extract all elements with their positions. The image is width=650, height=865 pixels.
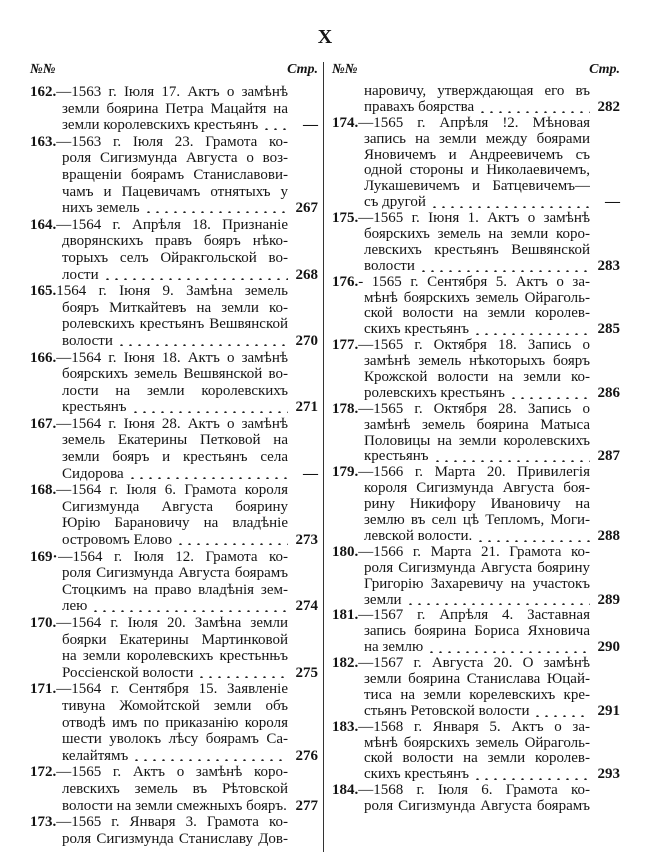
page-number: 289 — [597, 591, 620, 608]
entry-line — [332, 481, 620, 497]
entry-line — [332, 195, 620, 211]
entry-text: земли — [364, 591, 402, 608]
entry-line — [30, 814, 318, 831]
entry-number: 172. — [30, 764, 57, 781]
page-number: 286 — [597, 384, 620, 401]
toc-entry — [30, 350, 318, 416]
column-header — [30, 62, 318, 84]
dot-leader — [197, 676, 288, 678]
page-number: 275 — [295, 664, 318, 681]
toc-entry — [332, 656, 620, 720]
entry-line — [30, 217, 318, 234]
entry-text: роля Сигизмунда Станиславу Дов- — [62, 830, 288, 847]
entry-text: —1563 г. Іюля 23. Грамота ко- — [56, 133, 288, 150]
entry-text: запись боярина Бориса Яхновича — [364, 624, 590, 640]
entry-line — [332, 100, 620, 116]
toc-entry — [332, 402, 620, 466]
entry-text: торыхъ селъ Ойракгольской во- — [62, 249, 288, 266]
number-column-label: №№ — [332, 62, 358, 77]
entry-text: короля Сигизмунда Августа боя- — [364, 481, 590, 497]
entry-line — [332, 163, 620, 179]
entry-line — [30, 167, 318, 184]
page-title: X — [317, 26, 333, 48]
toc-column-left — [30, 62, 318, 847]
toc-entry — [332, 783, 620, 815]
entry-text: боярскихъ земель на земли коро- — [364, 227, 590, 243]
dot-leader — [473, 778, 590, 780]
entry-number: 166. — [30, 349, 57, 366]
entry-number: 165. — [30, 283, 57, 300]
entry-line — [30, 449, 318, 466]
entry-text: ролевскихъ крестьянъ Вешвянской — [62, 316, 288, 333]
dot-leader — [509, 397, 590, 399]
dot-leader — [476, 540, 590, 542]
entry-text: Григорію Захаревичу на участокъ — [364, 576, 590, 592]
entry-line — [332, 640, 620, 656]
page-number: 285 — [597, 321, 620, 338]
entry-line — [332, 338, 620, 354]
entry-text: Сигизмунда Августа боярину — [62, 498, 288, 515]
toc-entry — [332, 116, 620, 211]
entry-number: 169· — [30, 548, 58, 565]
entry-text: земель Екатерины Петковой на — [62, 432, 288, 449]
dot-leader — [117, 344, 288, 346]
entry-text: —1564 г. Іюля 12. Грамота ко- — [57, 548, 288, 565]
entry-line — [30, 698, 318, 715]
entry-line — [332, 656, 620, 672]
entry-text: —1565 г. Октября 28. Запись о — [358, 401, 590, 417]
entry-line — [332, 751, 620, 767]
entry-line — [30, 432, 318, 449]
entry-line — [30, 499, 318, 516]
entry-text: 1564 г. Іюня 9. Замѣна земель — [56, 283, 288, 300]
toc-entry — [30, 416, 318, 482]
entry-text: земли боярина Станислава Юцай- — [364, 671, 590, 687]
entry-number: 180. — [332, 543, 359, 560]
toc-entry — [332, 84, 620, 116]
toc-entry — [30, 814, 318, 847]
entry-text: —1565 г. Октября 18. Запись о — [358, 338, 590, 354]
entry-line — [30, 200, 318, 217]
entry-line — [30, 316, 318, 333]
entry-number: 173. — [30, 814, 57, 831]
entry-line — [332, 767, 620, 783]
entry-text: чамъ и Пацевичамъ отнятыхъ у — [62, 183, 288, 200]
entry-line — [30, 350, 318, 367]
entry-number: 178. — [332, 400, 359, 417]
column-header — [332, 62, 620, 84]
dot-leader — [91, 610, 288, 612]
entry-text: боярки Екатерины Мартинковой — [62, 631, 288, 648]
entry-line — [332, 402, 620, 418]
entry-line — [332, 593, 620, 609]
entry-line — [30, 532, 318, 549]
entry-line — [30, 267, 318, 284]
entry-line — [30, 781, 318, 798]
entry-line — [332, 386, 620, 402]
entry-text: Стоцкимъ на право владѣнія зем- — [62, 581, 288, 598]
entry-number: 175. — [332, 210, 359, 227]
entry-number: 170. — [30, 615, 57, 631]
toc-entry — [30, 134, 318, 217]
page-number: — — [303, 117, 318, 134]
entry-text: —1568 г. Января 5. Актъ о за- — [358, 719, 590, 735]
dot-leader — [144, 211, 288, 213]
number-column-label: №№ — [30, 62, 56, 77]
entry-text: —1565 г. Актъ о замѣнѣ коро- — [56, 764, 288, 781]
entry-text: шести уволокъ лѣсу боярамъ Са- — [62, 731, 288, 748]
entry-line — [332, 497, 620, 513]
entry-text: тивуна Жомойтской земли объ — [62, 697, 288, 714]
entry-text: мѣнѣ боярскихъ земель Ойраголь- — [364, 735, 590, 751]
entry-number: 176. — [332, 273, 359, 290]
entry-text: правахъ боярства — [364, 98, 475, 115]
entry-text: крестьянъ — [62, 399, 127, 416]
entry-text: лости на земли королевскихъ — [62, 382, 288, 399]
entry-line — [332, 84, 620, 100]
entry-line — [332, 243, 620, 259]
entry-line — [332, 529, 620, 545]
entry-text: отводѣ имъ по приказанію короля — [62, 714, 288, 731]
toc-entry — [332, 465, 620, 544]
entry-text: —1567 г. Апрѣля 4. Заставная — [358, 608, 590, 624]
entry-text: —1568 г. Іюля 6. Грамота ко- — [358, 783, 590, 799]
entry-text: вращеніи боярамъ Станиславови- — [62, 166, 288, 183]
entry-text: лости — [62, 266, 99, 283]
entry-text: тиса на земли корелевскихъ кре- — [364, 687, 590, 703]
entry-line — [332, 306, 620, 322]
entry-text: волости — [62, 332, 113, 349]
entry-line — [30, 366, 318, 383]
entry-line — [332, 513, 620, 529]
toc-entry — [30, 549, 318, 615]
entry-line — [332, 783, 620, 799]
entry-line — [30, 549, 318, 566]
toc-entry — [332, 211, 620, 275]
entry-line — [332, 116, 620, 132]
column-divider — [323, 62, 324, 852]
entry-line — [332, 545, 620, 561]
page-number: 287 — [597, 448, 620, 465]
entry-line — [332, 561, 620, 577]
entry-number: 167. — [30, 415, 57, 432]
entry-line — [332, 465, 620, 481]
entry-text: земли бояръ и крестьянъ села — [62, 449, 288, 466]
entry-line — [30, 482, 318, 499]
entry-number: 179. — [332, 464, 359, 481]
page-number: 267 — [295, 200, 318, 217]
page-number: 290 — [597, 639, 620, 656]
entry-text: мѣнѣ боярскихъ земель Ойраголь- — [364, 290, 590, 306]
entry-line — [30, 515, 318, 532]
entry-text: крестьянъ — [364, 448, 429, 465]
entry-text: Половицы на земли королевскихъ — [364, 433, 590, 449]
entry-line — [30, 101, 318, 118]
page-number: 268 — [295, 266, 318, 283]
page-number: — — [605, 194, 620, 211]
toc-entry — [30, 681, 318, 764]
entry-line — [332, 434, 620, 450]
page-number: 273 — [295, 532, 318, 549]
entry-line — [30, 665, 318, 682]
entry-line — [332, 227, 620, 243]
entry-line — [332, 275, 620, 291]
toc-entry — [332, 608, 620, 656]
entry-line — [332, 132, 620, 148]
entry-text: Лукашевичемъ и Батцевичемъ— — [364, 179, 590, 195]
entry-number: 162. — [30, 84, 57, 100]
entry-text: землю въ селı цѣ Тепломъ, Моги- — [364, 513, 590, 529]
dot-leader — [419, 270, 590, 272]
toc-entry — [332, 545, 620, 609]
entry-text: волости — [364, 257, 415, 274]
entry-text: островомъ Елово — [62, 532, 173, 549]
entry-text: одной стороны и Николаевичемъ, — [364, 163, 590, 179]
entry-text: боярскихъ земель Вешвянской во- — [62, 366, 288, 383]
page-number: 271 — [295, 399, 318, 416]
entry-line — [332, 291, 620, 307]
entry-text: запись на земли между боярами — [364, 131, 590, 147]
entry-text: Россіенской волости — [62, 664, 194, 681]
entry-number: 184. — [332, 782, 359, 799]
entry-text: дворянскихъ правъ бояръ нѣко- — [62, 233, 288, 250]
dot-leader — [103, 278, 288, 280]
toc-entry — [30, 764, 318, 814]
dot-leader — [176, 543, 288, 545]
entry-line — [30, 84, 318, 101]
entry-line — [30, 715, 318, 732]
toc-column-right — [332, 62, 620, 815]
entry-line — [30, 565, 318, 582]
entry-line — [332, 354, 620, 370]
entry-text: скихъ крестьянъ — [364, 766, 469, 783]
entry-line — [332, 370, 620, 386]
entry-line — [30, 681, 318, 698]
entry-text: нихъ земель — [62, 200, 140, 217]
page-number: 276 — [295, 747, 318, 764]
entry-text: —1564 г. Іюня 28. Актъ о замѣнѣ — [56, 415, 288, 432]
page-number: 293 — [597, 766, 620, 783]
page-number: 288 — [597, 527, 620, 544]
entry-text: —1564 г. Іюля 6. Грамота короля — [56, 482, 288, 499]
entry-line — [30, 748, 318, 765]
entry-line — [332, 322, 620, 338]
entry-text: левскихъ крестьянъ Вешвянской — [364, 242, 590, 258]
entry-number: 174. — [332, 114, 359, 131]
entry-line — [332, 418, 620, 434]
entry-text: роля Сигизмунда Августа боярамъ — [62, 565, 288, 582]
entry-number: 183. — [332, 718, 359, 735]
page-number: 291 — [597, 702, 620, 719]
entry-text: земли королевскихъ крестьянъ — [62, 117, 259, 134]
dot-leader — [262, 128, 288, 130]
entry-line — [332, 736, 620, 752]
entry-line — [30, 632, 318, 649]
dot-leader — [132, 759, 288, 761]
entry-text: —1564 г. Сентября 15. Заявленіе — [56, 681, 288, 698]
entry-line — [30, 615, 318, 632]
entry-text: роля Сигизмунда Августа о воз- — [62, 150, 288, 167]
entry-line — [332, 720, 620, 736]
toc-entry — [332, 275, 620, 339]
entry-text: —1565 г. Іюня 1. Актъ о замѣнѣ — [358, 211, 590, 227]
entry-line — [30, 233, 318, 250]
entry-line — [332, 211, 620, 227]
entry-line — [30, 764, 318, 781]
entry-text: —1565 г. Января 3. Грамота ко- — [56, 814, 288, 831]
entry-line — [30, 333, 318, 350]
entry-number: 164. — [30, 216, 57, 233]
entry-text: —1564 г. Іюня 18. Актъ о замѣнѣ — [56, 349, 288, 366]
page-number: 282 — [597, 98, 620, 115]
entry-number: 168. — [30, 482, 57, 499]
entry-text: наровичу, утверждающая его въ — [364, 84, 590, 99]
entry-line — [332, 449, 620, 465]
dot-leader — [427, 651, 590, 653]
entry-number: 177. — [332, 337, 359, 354]
toc-entry — [30, 482, 318, 548]
entry-text: —1564 г. Апрѣля 18. Признаніе — [56, 216, 288, 233]
entry-line — [30, 598, 318, 615]
entry-line — [30, 117, 318, 134]
entry-line — [332, 259, 620, 275]
toc-entry — [332, 338, 620, 402]
entry-text: Крожской волости на земли ко- — [364, 370, 590, 386]
entry-line — [30, 466, 318, 483]
entry-line — [332, 672, 620, 688]
entry-text: ролевскихъ крестьянъ — [364, 384, 505, 401]
page-number: — — [303, 465, 318, 482]
toc-entry — [332, 720, 620, 784]
entry-text: замѣнѣ земель боярина Матыса — [364, 417, 590, 433]
page-number: 277 — [295, 797, 318, 814]
entry-line — [30, 731, 318, 748]
toc-entry — [30, 615, 318, 681]
entry-line — [30, 134, 318, 151]
entry-line — [30, 399, 318, 416]
entry-text: бояръ Миткайтевъ на земли ко- — [62, 299, 288, 316]
dot-leader — [128, 477, 288, 479]
entry-text: Юрію Барановичу на владѣніе — [62, 515, 288, 532]
entry-line — [30, 250, 318, 267]
entry-text: ской волости на земли королев- — [364, 751, 590, 767]
page-column-label: Стр. — [287, 62, 318, 77]
dot-leader — [473, 333, 590, 335]
entry-line — [30, 383, 318, 400]
entry-text: Яновичемъ и Андреевичемъ съ — [364, 147, 590, 163]
entry-line — [30, 150, 318, 167]
entry-line — [30, 184, 318, 201]
entry-text: на земли королевскихъ крестьнњъ — [62, 648, 288, 665]
entry-text: волости на земли смежныхъ бояръ. — [62, 797, 287, 814]
entry-line — [30, 582, 318, 599]
entry-line — [332, 704, 620, 720]
page-number: 270 — [295, 332, 318, 349]
entry-text: левской волости. — [364, 527, 473, 544]
entry-text: —1567 г. Августа 20. О замѣнѣ — [358, 656, 590, 672]
dot-leader — [433, 460, 590, 462]
toc-entry — [30, 217, 318, 283]
page-column-label: Стр. — [589, 62, 620, 77]
entry-line — [332, 624, 620, 640]
entry-line — [30, 648, 318, 665]
entry-text: - 1565 г. Сентября 5. Актъ о за- — [358, 274, 590, 290]
entry-text: ской волости на земли королев- — [364, 306, 590, 322]
entry-text: —1566 г. Марта 20. Привилегія — [358, 465, 590, 481]
entry-number: 181. — [332, 607, 359, 624]
entry-number: 163. — [30, 133, 57, 150]
entry-line — [30, 831, 318, 848]
entry-line — [332, 608, 620, 624]
toc-entry — [30, 84, 318, 134]
dot-leader — [131, 411, 288, 413]
entry-text: на землю — [364, 639, 424, 656]
entry-text: —1565 г. Апрѣля !2. Мѣновая — [358, 115, 590, 131]
entry-text: замѣнѣ земель нѣкоторыхъ бояръ — [364, 354, 590, 370]
entry-text: роля Сигизмунда Августа боярамъ — [364, 799, 590, 815]
entry-text: —1564 г. Іюля 20. Замѣна земли — [56, 615, 288, 631]
entry-text: рину Никифору Ивановичу на — [364, 497, 590, 513]
entry-text: земли боярина Петра Мацайтя на — [62, 100, 288, 117]
entry-number: 171. — [30, 681, 57, 698]
entry-text: левскихъ земель въ Рѣтовской — [62, 780, 288, 797]
entry-line — [30, 283, 318, 300]
dot-leader — [406, 603, 590, 605]
dot-leader — [478, 111, 590, 113]
entry-line — [332, 688, 620, 704]
entry-text: —1566 г. Марта 21. Грамота ко- — [358, 544, 590, 560]
entry-text: скихъ крестьянъ — [364, 321, 469, 338]
entry-line — [332, 148, 620, 164]
entry-line — [30, 416, 318, 433]
page-number: 283 — [597, 257, 620, 274]
dot-leader — [533, 715, 590, 717]
page-number: 274 — [295, 598, 318, 615]
entry-line — [30, 798, 318, 815]
entry-text: Сидорова — [62, 465, 124, 482]
entry-text: келайтямъ — [62, 747, 129, 764]
entry-text: съ другой — [364, 194, 426, 211]
entry-number: 182. — [332, 655, 359, 672]
entry-text: стьянъ Ретовской волости — [364, 702, 530, 719]
entry-line — [332, 577, 620, 593]
entry-text: —1563 г. Іюля 17. Актъ о замѣнѣ — [56, 84, 288, 100]
entry-line — [30, 300, 318, 317]
toc-entry — [30, 283, 318, 349]
entry-text: лею — [62, 598, 88, 615]
entry-text: роля Сигизмунда Августа боярину — [364, 560, 590, 576]
dot-leader — [430, 206, 590, 208]
entry-line — [332, 799, 620, 815]
entry-line — [332, 179, 620, 195]
